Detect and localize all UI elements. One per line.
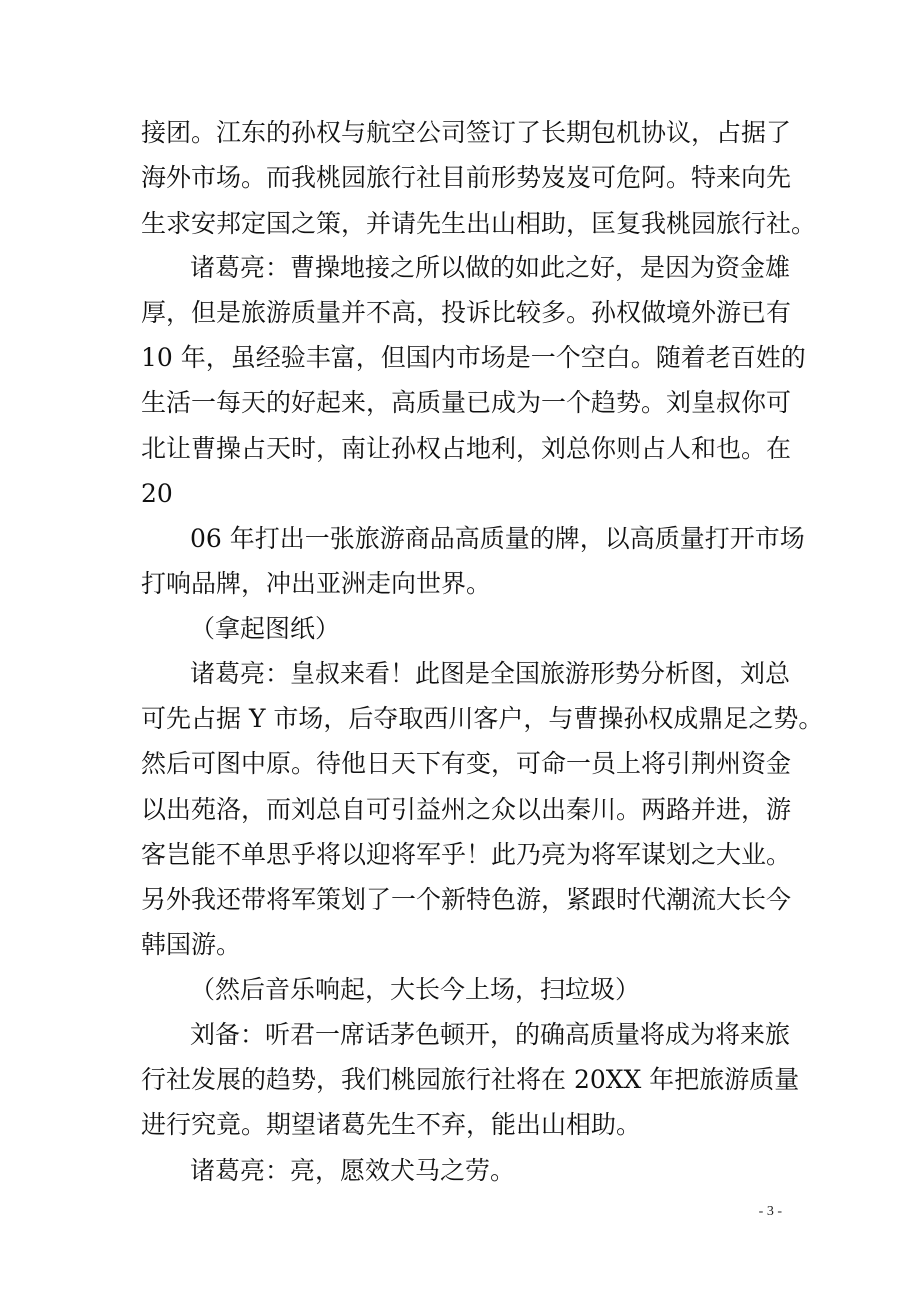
text-line: 06 年打出一张旅游商品高质量的牌，以高质量打开市场 [190, 524, 805, 553]
text-line: 然后可图中原。待他日天下有变，可命一员上将引荆州资金 [141, 749, 792, 778]
text-line: 可先占据 Y 市场，后夺取西川客户，与曹操孙权成鼎足之势。 [141, 704, 824, 733]
text-line: 北让曹操占天时，南让孙权占地利，刘总你则占人和也。在 [141, 434, 792, 463]
text-line: 生活一每天的好起来，高质量已成为一个趋势。刘皇叔你可 [141, 388, 792, 417]
page-number: - 3 - [758, 1204, 782, 1219]
text-line: 客岂能不单思乎将以迎将军乎！此乃亮为将军谋划之大业。 [141, 840, 792, 869]
text-line: 厚，但是旅游质量并不高，投诉比较多。孙权做境外游已有 [141, 298, 792, 327]
text-line: 诸葛亮：亮，愿效犬马之劳。 [190, 1156, 516, 1185]
text-line: 海外市场。而我桃园旅行社目前形势岌岌可危阿。特来向先 [141, 163, 792, 192]
text-line: 20 [141, 479, 173, 508]
text-line: 以出苑洛，而刘总自可引益州之众以出秦川。两路并进，游 [141, 795, 792, 824]
text-line: 韩国游。 [141, 930, 242, 959]
text-line: 进行究竟。期望诸葛先生不弃，能出山相助。 [141, 1110, 642, 1139]
text-line: 接团。江东的孙权与航空公司签订了长期包机协议，占据了 [141, 118, 792, 147]
stage-direction: （然后音乐响起，大长今上场，扫垃圾） [190, 975, 641, 1004]
text-line: 诸葛亮：皇叔来看！此图是全国旅游形势分析图，刘总 [190, 659, 791, 688]
text-line: 行社发展的趋势，我们桃园旅行社将在 20XX 年把旅游质量 [141, 1065, 800, 1094]
stage-direction: （拿起图纸） [190, 614, 341, 643]
text-line: 生求安邦定国之策，并请先生出山相助，匡复我桃园旅行社。 [141, 209, 817, 238]
text-line: 另外我还带将军策划了一个新特色游，紧跟时代潮流大长今 [141, 885, 792, 914]
text-line: 刘备：听君一席话茅色顿开，的确高质量将成为将来旅 [190, 1020, 791, 1049]
text-line: 打响品牌，冲出亚洲走向世界。 [141, 569, 492, 598]
text-line: 诸葛亮：曹操地接之所以做的如此之好，是因为资金雄 [190, 253, 791, 282]
text-line: 10 年，虽经验丰富，但国内市场是一个空白。随着老百姓的 [141, 343, 806, 372]
